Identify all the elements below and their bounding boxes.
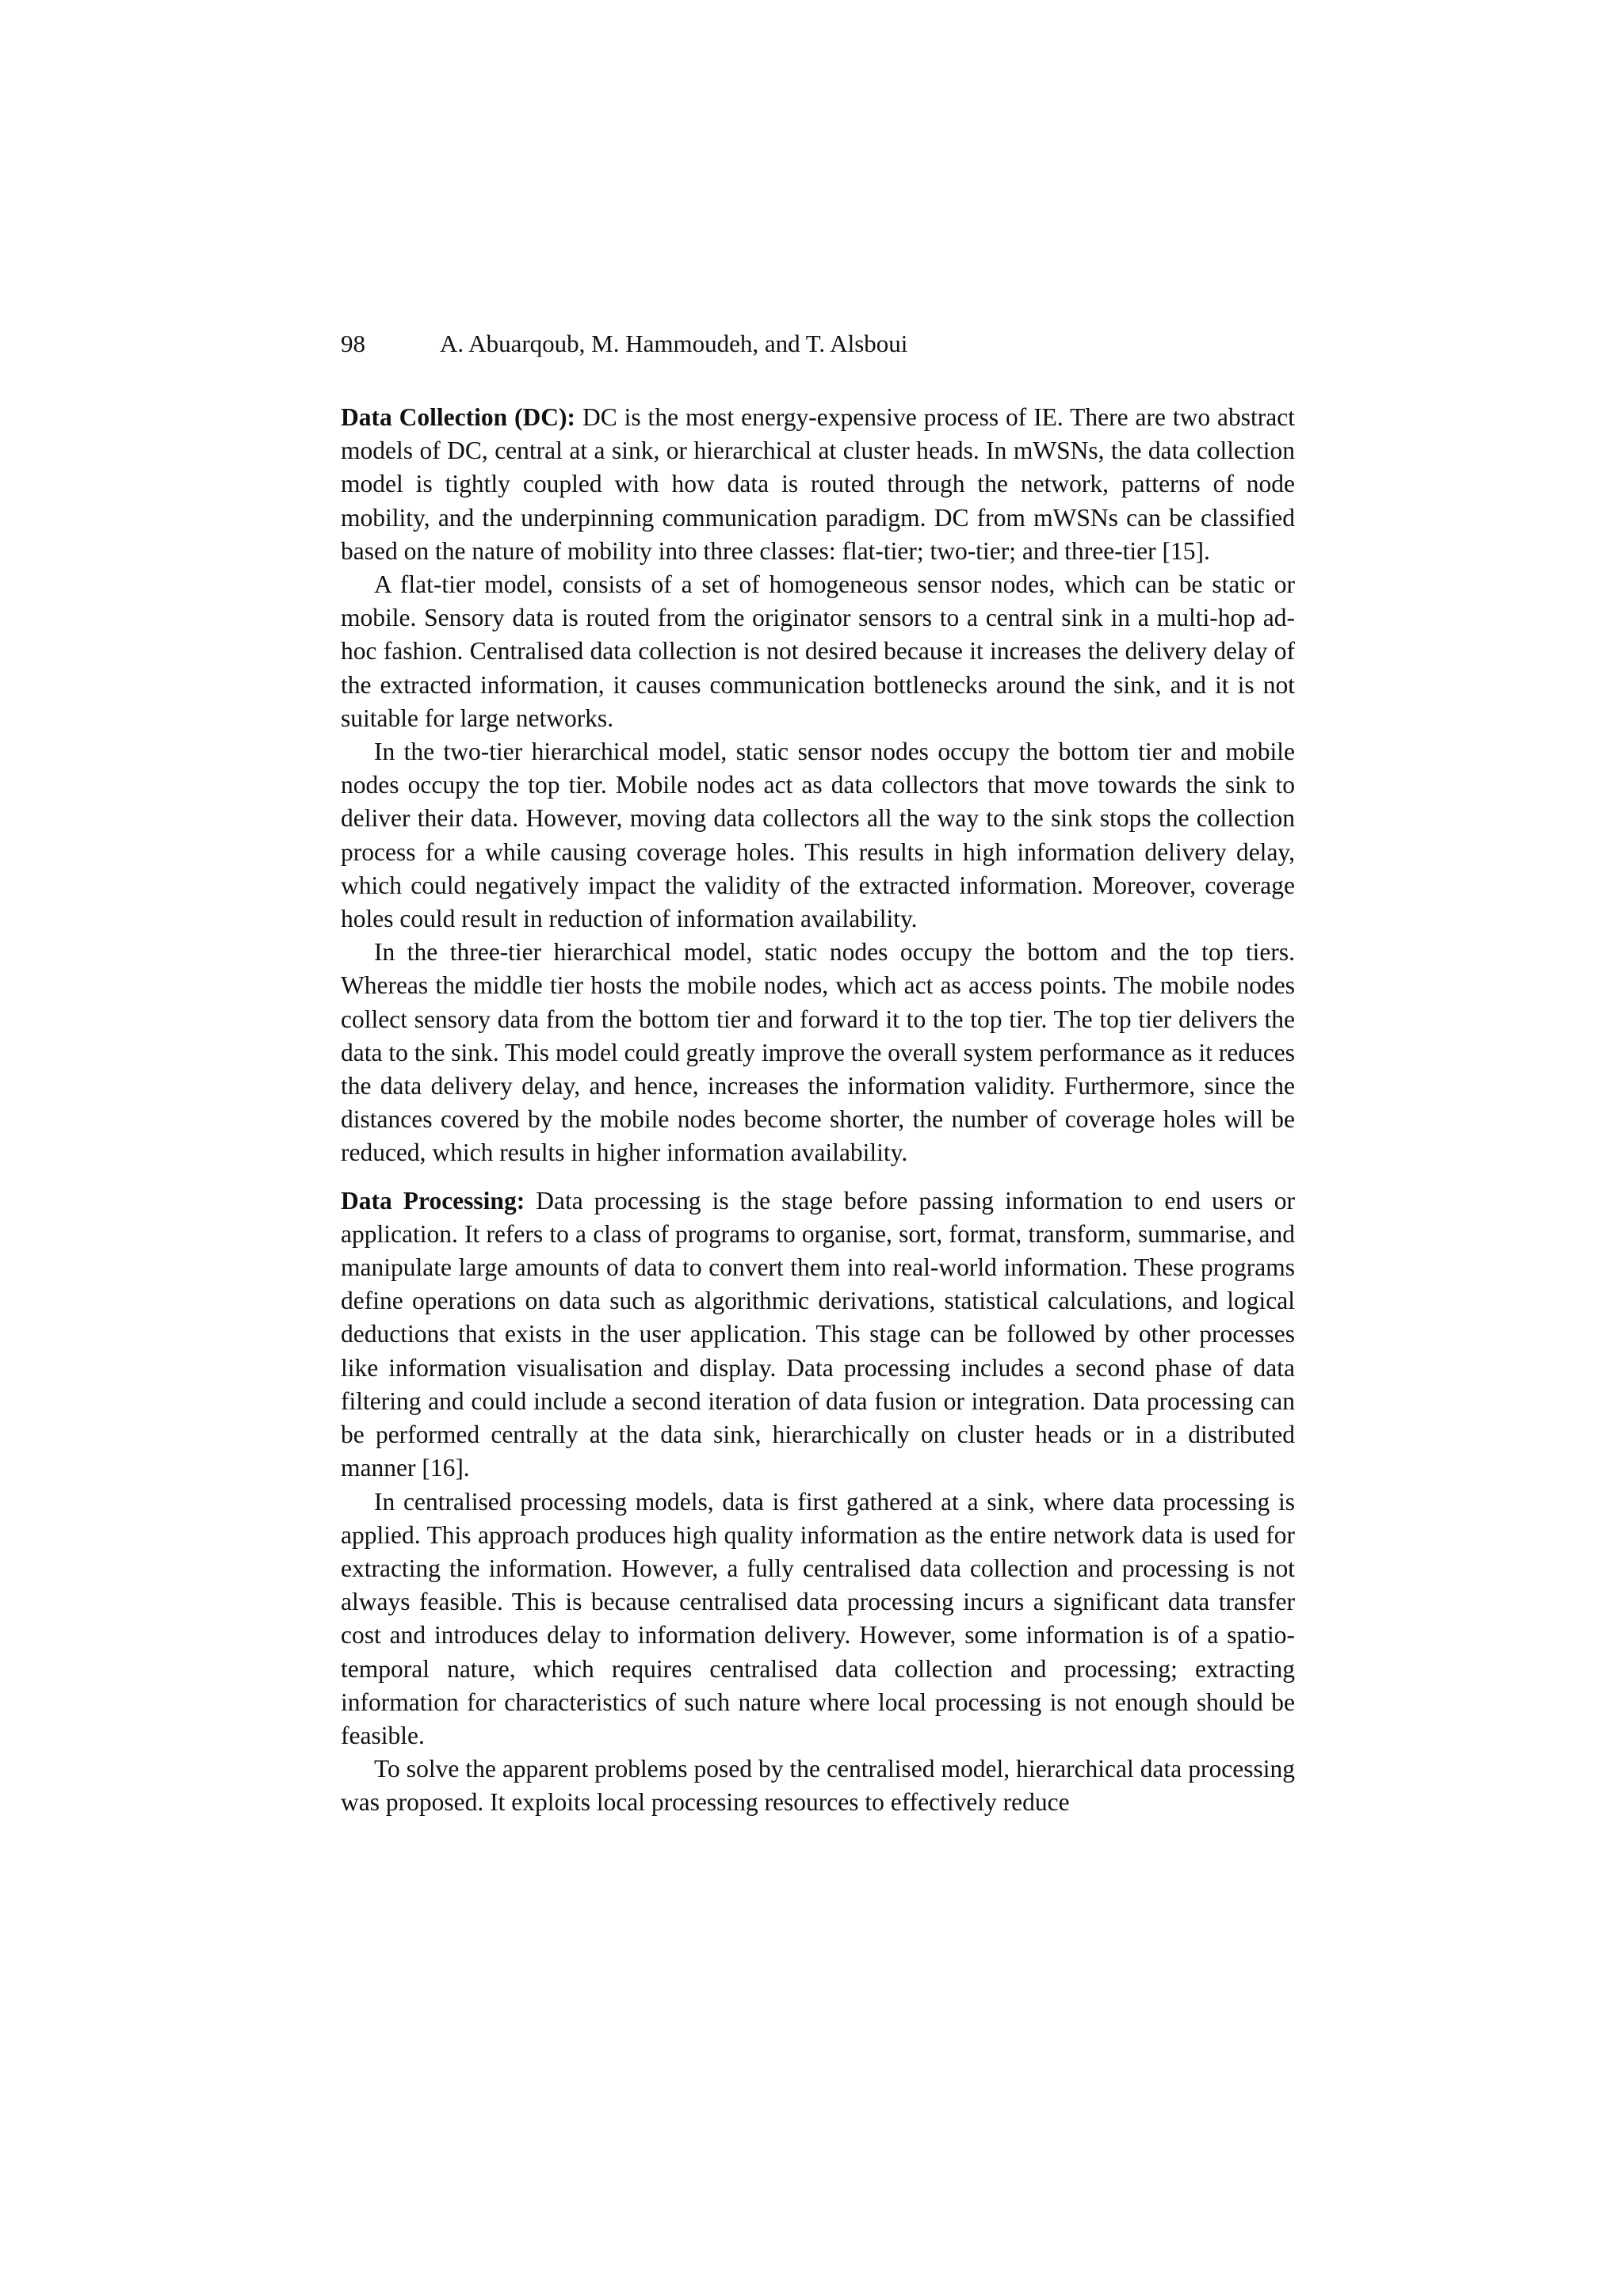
paragraph: In the two-tier hierarchical model, static sensor nodes occupy the bottom tier and mobile nodes occupy the top tier. Mobile nodes act as data collectors that move towards the sink to deliver their data. However, moving data collectors all the way to the sink stops the collection process for a while causing coverage holes. This results in high information delivery delay, which could negatively impact the validity of the extracted information. Moreover, coverage holes could result in reduction of information availability. — [341, 738, 1295, 933]
running-header — [341, 328, 1295, 360]
section-data-processing — [341, 1184, 1295, 1820]
section-data-collection — [341, 401, 1295, 1170]
page — [341, 328, 1295, 1820]
section-heading-data-processing: Data Processing: — [341, 1186, 525, 1215]
paragraph-text: Data processing is the stage before passing information to end users or application. It refers to a class of programs to organise, sort, format, transform, summarise, and manipulate large amounts of data to convert them into real-world information. These programs define operations on data such as algorithmic derivations, statistical calculations, and logical deductions that exists in the user application. This stage can be followed by other processes like information visualisation and display. Data processing includes a second phase of data filtering and could include a second iteration of data fusion or integration. Data processing can be performed centrally at the data sink, hierarchically on cluster heads or in a distributed manner [16]. — [341, 1186, 1296, 1482]
section-heading-data-collection: Data Collection (DC): — [341, 403, 576, 431]
paragraph — [341, 1184, 1295, 1486]
header-authors: A. Abuarqoub, M. Hammoudeh, and T. Alsboui — [440, 330, 908, 357]
paragraph-text: DC is the most energy-expensive process of IE. There are two abstract models of DC, central at a sink, or hierarchical at cluster heads. In mWSNs, the data collection model is tightly coupled with how data is routed through the network, patterns of node mobility, and the underpinning communication paradigm. DC from mWSNs can be classified based on the nature of mobility into three classes: flat-tier; two-tier; and three-tier [15]. — [341, 403, 1295, 565]
paragraph — [341, 401, 1295, 568]
page-number: 98 — [341, 330, 365, 357]
body-text — [341, 401, 1295, 1820]
paragraph: To solve the apparent problems posed by the centralised model, hierarchical data processing was proposed. It exploits local processing resources to effectively reduce — [341, 1755, 1295, 1817]
paragraph: In the three-tier hierarchical model, static nodes occupy the bottom and the top tiers. Whereas the middle tier hosts the mobile nodes, which act as access points. The mobile nodes collect sensory data from the bottom tier and forward it to the top tier. The top tier delivers the data to the sink. This model could greatly improve the overall system performance as it reduces the data delivery delay, and hence, increases the information validity. Furthermore, since the distances covered by the mobile nodes become shorter, the number of coverage holes will be reduced, which results in higher information availability. — [341, 938, 1295, 1167]
paragraph: In centralised processing models, data is first gathered at a sink, where data processing is applied. This approach produces high quality information as the entire network data is used for extracting the information. However, a fully centralised data collection and processing is not always feasible. This is because centralised data processing incurs a significant data transfer cost and introduces delay to information delivery. However, some information is of a spatio-temporal nature, which requires centralised data collection and processing; extracting information for characteristics of such nature where local processing is not enough should be feasible. — [341, 1487, 1295, 1749]
paragraph: A flat-tier model, consists of a set of homogeneous sensor nodes, which can be static or mobile. Sensory data is routed from the originator sensors to a central sink in a multi-hop ad-hoc fashion. Centralised data collection is not desired because it increases the delivery delay of the extracted information, it causes communication bottlenecks around the sink, and it is not suitable for large networks. — [341, 570, 1295, 732]
